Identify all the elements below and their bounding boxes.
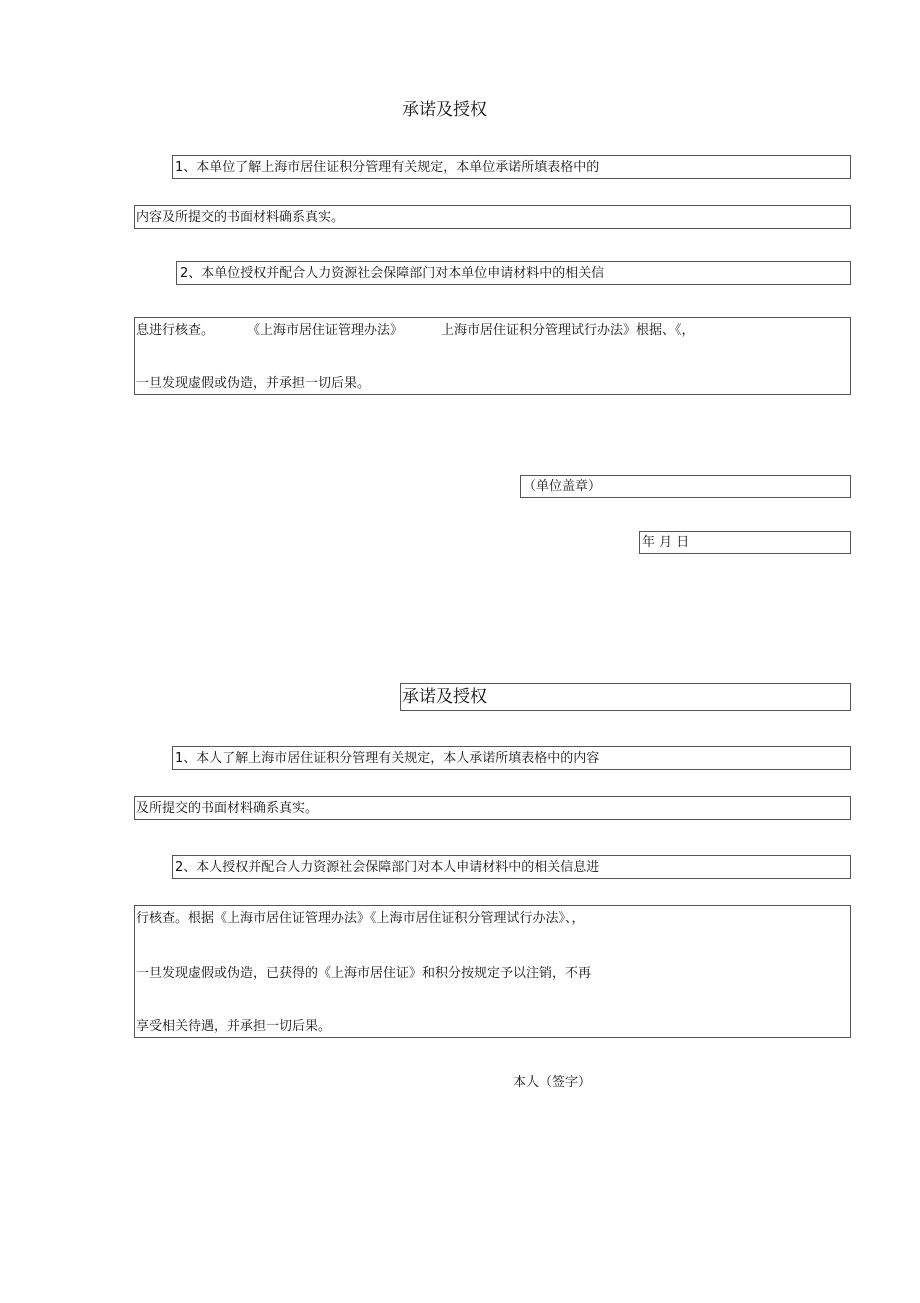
personal-p1-line1-box — [172, 746, 851, 770]
unit-date-box — [639, 531, 851, 554]
unit-p1-line2-box — [134, 205, 851, 229]
unit-p2-line1-box — [176, 261, 851, 285]
unit-seal-box — [520, 475, 851, 498]
personal-p2-line4: 享受相关待遇，并承担一切后果。 — [136, 1019, 332, 1034]
personal-p1-line2: 及所提交的书面材料确系真实。 — [136, 801, 319, 816]
unit-seal-label: （单位盖章） — [523, 479, 602, 494]
personal-p1-line2-box — [134, 796, 851, 820]
personal-p1-line1: 1、本人了解上海市居住证积分管理有关规定，本人承诺所填表格中的内容 — [175, 751, 600, 766]
personal-p2-line3: 一旦发现虚假或伪造，已获得的《上海市居住证》和积分按规定予以注销，不再 — [136, 966, 592, 981]
personal-signature-label: 本人（签字） — [513, 1075, 592, 1090]
unit-date-label: 年 月 日 — [642, 535, 690, 550]
unit-p2-line1: 2、本单位授权并配合人力资源社会保障部门对本单位申请材料中的相关信 — [180, 266, 605, 281]
unit-p2-block-box — [134, 317, 851, 395]
personal-title-box — [400, 683, 851, 711]
unit-p1-line1-box — [172, 155, 851, 179]
personal-p2-line1: 2、本人授权并配合人力资源社会保障部门对本人申请材料中的相关信息进 — [175, 860, 600, 875]
unit-section-title: 承诺及授权 — [402, 100, 487, 120]
personal-section-title: 承诺及授权 — [402, 687, 487, 707]
unit-p2-line2-c: 上海市居住证积分管理试行办法》根据、《， — [441, 323, 695, 338]
unit-p1-line2: 内容及所提交的书面材料确系真实。 — [136, 210, 345, 225]
unit-p2-line2-b: 《上海市居住证管理办法》 — [247, 323, 404, 338]
personal-p2-line2: 行核查。根据《上海市居住证管理办法》《上海市居住证积分管理试行办法》、， — [136, 911, 585, 926]
unit-p2-line3: 一旦发现虚假或伪造，并承担一切后果。 — [136, 376, 371, 391]
personal-p2-block-box — [134, 905, 851, 1038]
unit-p2-line2-a: 息进行核查。 — [136, 323, 215, 338]
personal-p2-line1-box — [172, 855, 851, 879]
unit-p1-line1: 1、本单位了解上海市居住证积分管理有关规定，本单位承诺所填表格中的 — [175, 160, 600, 175]
